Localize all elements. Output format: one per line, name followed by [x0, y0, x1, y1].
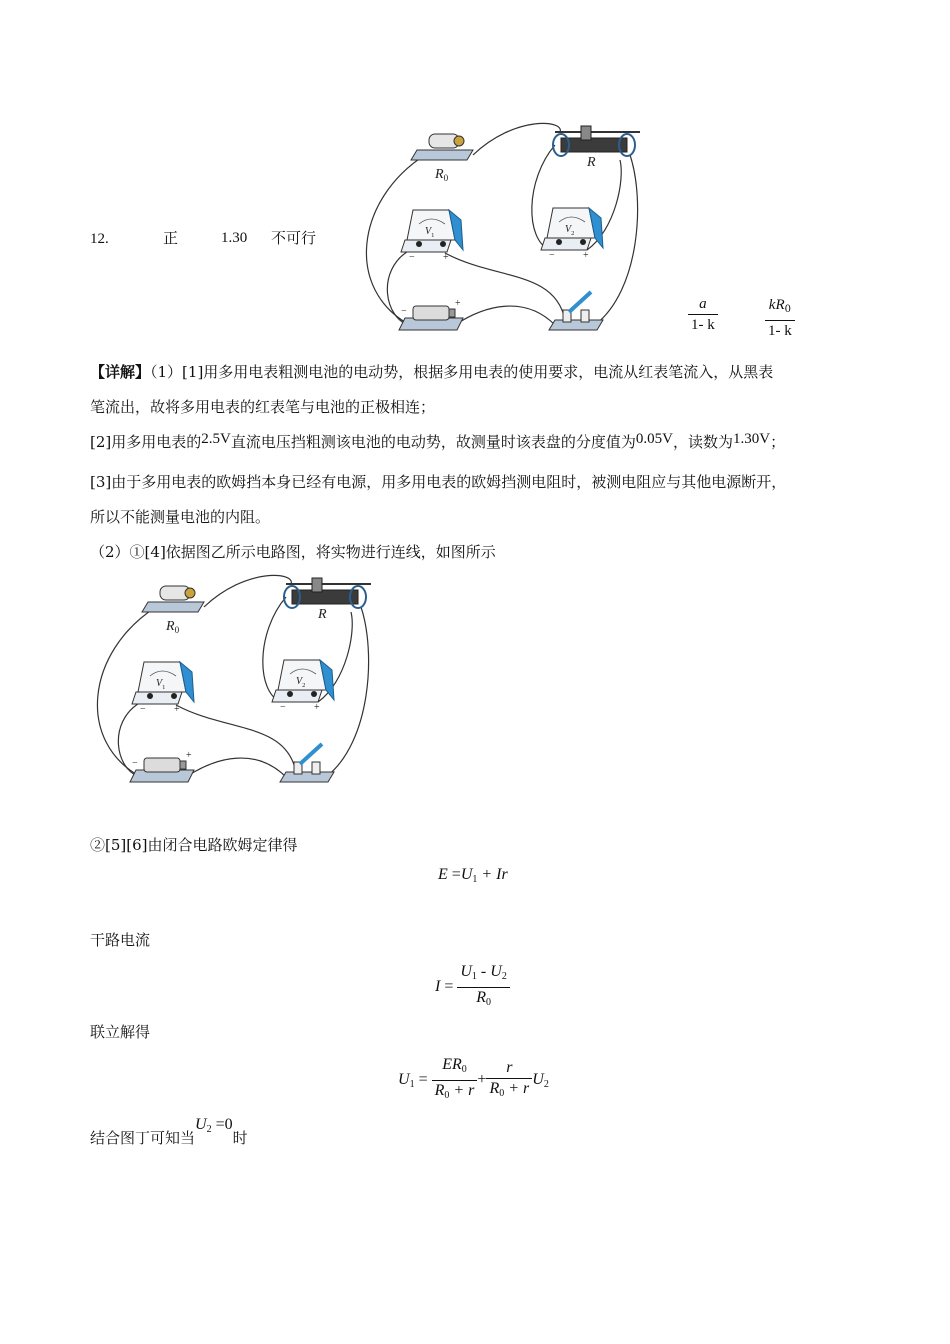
detail-para-1b: 笔流出，故将多用电表的红表笔与电池的正极相连； [90, 398, 436, 416]
battery-minus-label: − [132, 758, 138, 769]
resistor-r0 [411, 134, 473, 160]
voltmeter-v1-plus-label: + [443, 252, 449, 263]
voltmeter-v1-minus-label: − [409, 252, 415, 263]
detail-para-8: 结合图丁可知当$U_2 =0$时 [90, 1116, 248, 1147]
voltmeter-v2-label: $V_2$ [565, 224, 575, 237]
voltmeter-v2-terminal-neg [556, 239, 562, 245]
detail-para-3: [3]由于多用电表的欧姆挡本身已经有电源，用多用电表的欧姆挡测电阻时，被测电阻应与其他电源断开， [90, 473, 787, 491]
switch-base [549, 320, 603, 330]
voltmeter-v2-terminal-pos [311, 691, 317, 697]
voltmeter-v2-terminal-pos [580, 239, 586, 245]
r0-cap [185, 588, 195, 598]
voltmeter-v1-label: $V_1$ [425, 226, 435, 239]
r0-base [411, 150, 473, 160]
battery-body [144, 758, 180, 772]
voltmeter-v2-plus-label: + [583, 250, 589, 261]
battery-body [413, 306, 449, 320]
rheostat-slider [581, 126, 591, 140]
switch-lever [300, 744, 322, 764]
battery-plus-label: + [455, 298, 461, 309]
switch-post-right [312, 762, 320, 774]
switch [549, 292, 603, 330]
wire [176, 705, 296, 772]
voltmeter-v1-terminal-pos [171, 693, 177, 699]
r0-cap [454, 136, 464, 146]
voltmeter-v2-minus-label: − [280, 702, 286, 713]
wire [473, 123, 560, 155]
battery-plus-label: + [186, 750, 192, 761]
voltmeter-v2-label: $V_2$ [296, 676, 306, 689]
r0-label: $R_0$ [435, 167, 449, 183]
answer-5-fraction: $\frac{kR_0}{1- k}$ [765, 294, 795, 341]
detail-heading: 【详解】 [90, 363, 151, 381]
circuit-figure-2 [86, 572, 386, 797]
detail-para-5: ②[5][6]由闭合电路欧姆定律得 [90, 836, 298, 854]
detail-para-1: 【详解】（1）[1]用多用电表粗测电池的电动势，根据多用电表的使用要求，电流从红表笔流入，从黑表 [90, 363, 774, 381]
detail-para-2: [2]用多用电表的2.5V直流电压挡粗测该电池的电动势，故测量时该表盘的分度值为0.05V，读数为1.30V； [90, 431, 786, 451]
battery-cap [449, 309, 455, 317]
voltmeter-v1-minus-label: − [140, 704, 146, 715]
voltmeter-v2-terminal-neg [287, 691, 293, 697]
rheostat-r [284, 578, 371, 608]
detail-para-7: 联立解得 [90, 1023, 151, 1041]
equation-2: I = $\frac{U_1 - U_2}{R_0}$ [435, 962, 510, 1013]
r0-label: $R_0$ [166, 619, 180, 635]
switch-base [280, 772, 334, 782]
answer-1: 正 [163, 229, 179, 247]
switch [280, 744, 334, 782]
battery [399, 306, 463, 330]
rheostat-r [553, 126, 640, 156]
voltmeter-v1-label: $V_1$ [156, 678, 166, 691]
circuit-figure-1 [355, 120, 655, 345]
rheostat-label: R [587, 155, 596, 170]
battery-cap [180, 761, 186, 769]
wire [186, 758, 286, 777]
r0-base [142, 602, 204, 612]
answer-line [90, 228, 109, 249]
wire [204, 575, 291, 607]
question-number: 12. [90, 231, 109, 247]
answer-4-fraction: $\frac{a}{1- k}$ [688, 294, 718, 335]
battery [130, 758, 194, 782]
rheostat-label: R [318, 607, 327, 622]
voltmeter-v2-minus-label: − [549, 250, 555, 261]
answer-3: 不可行 [271, 229, 317, 247]
voltmeter-v1-terminal-neg [147, 693, 153, 699]
voltmeter-v1-terminal-pos [440, 241, 446, 247]
wire [445, 253, 565, 320]
battery-minus-label: − [401, 306, 407, 317]
voltmeter-v1 [401, 210, 463, 252]
switch-post-right [581, 310, 589, 322]
rheostat-slider [312, 578, 322, 592]
voltmeter-v2-plus-label: + [314, 702, 320, 713]
switch-lever [569, 292, 591, 312]
wire [455, 306, 555, 325]
voltmeter-v1 [132, 662, 194, 704]
voltmeter-v1-plus-label: + [174, 704, 180, 715]
detail-para-3b: 所以不能测量电池的内阻。 [90, 508, 271, 526]
rheostat-coil [292, 590, 358, 604]
equation-1: $E =U_1 + Ir$ [438, 866, 508, 885]
equation-3: $U_1$ = $\frac{ER_0}{R_0 + r}$ + $\frac{r}{R_0 + r}$ $U_2$ [398, 1056, 549, 1101]
answer-2: 1.30 [221, 230, 248, 246]
rheostat-coil [561, 138, 627, 152]
detail-para-6: 干路电流 [90, 931, 151, 949]
detail-para-4: （2）①[4]依据图乙所示电路图，将实物进行连线，如图所示 [90, 543, 496, 561]
resistor-r0 [142, 586, 204, 612]
voltmeter-v1-terminal-neg [416, 241, 422, 247]
